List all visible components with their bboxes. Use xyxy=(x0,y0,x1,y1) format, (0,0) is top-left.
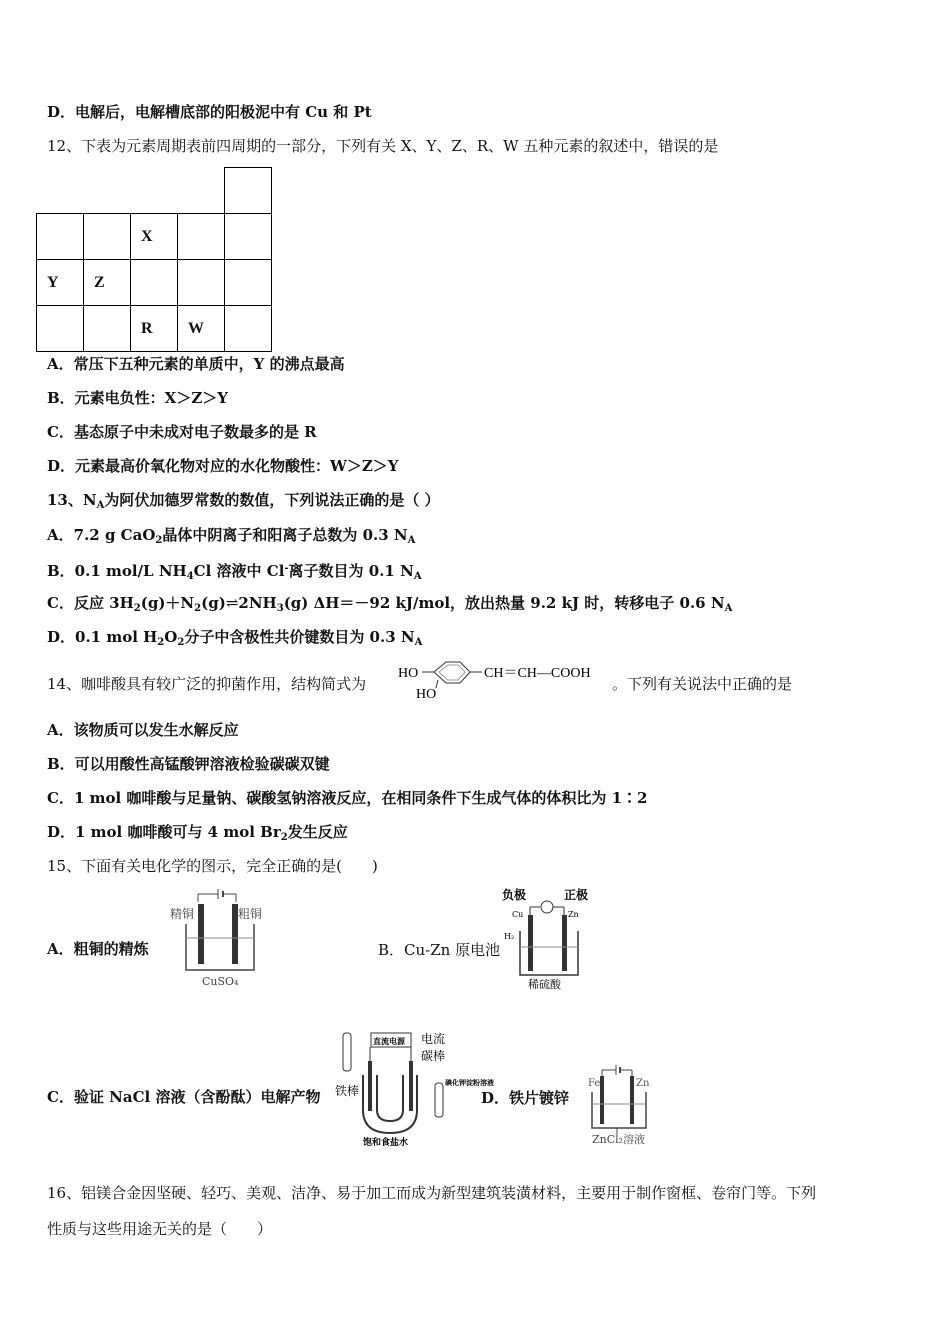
q14-stem-a: 14、咖啡酸具有较广泛的抑菌作用，结构简式为 xyxy=(47,675,367,693)
q13-option-c: C．反应 $3H_2(g)+N_2(g)\rightleftharpoons 2NH_3(g)$ ΔH＝－92 kJ/mol，放出热量 9.2 kJ 时，转移电子 0.6 $N_A$ xyxy=(47,594,733,614)
q14-option-b: B．可以用酸性高锰酸钾溶液检验碳碳双键 xyxy=(47,755,330,773)
dilute-sulfuric-label: 稀硫酸 xyxy=(528,978,561,991)
q12-option-a: A．常压下五种元素的单质中，Y 的沸点最高 xyxy=(47,355,345,373)
equilibrium-arrow: ⇌ xyxy=(225,594,239,612)
carbon-rod-label: 碳棒 xyxy=(421,1049,446,1063)
q12-option-d: D．元素最高价氧化物对应的水化物酸性：W＞Z＞Y xyxy=(47,457,399,475)
cu-label: Cu xyxy=(512,910,524,919)
q15-option-a: A．粗铜的精炼 xyxy=(47,940,149,958)
q15-option-d: D．铁片镀锌 xyxy=(481,1089,570,1107)
cell-z: Z xyxy=(84,260,131,306)
refined-copper-label: 精铜 xyxy=(170,907,195,921)
side-chain-label: CH＝CH—COOH xyxy=(484,666,591,681)
q11-option-d: D．电解后，电解槽底部的阳极泥中有 Cu 和 Pt xyxy=(47,103,372,121)
dc-power-label: 直流电源 xyxy=(373,1036,405,1046)
q13-option-d: D．0.1 mol $H_2O_2$分子中含极性共价键数目为 0.3 $N_A$ xyxy=(47,628,423,648)
periodic-table-fragment xyxy=(36,167,272,352)
figure-cu-zn-cell xyxy=(500,885,600,991)
cell-w: W xyxy=(178,306,225,352)
q16-stem-line1: 16、铝镁合金因坚硬、轻巧、美观、洁净、易于加工而成为新型建筑装潢材料，主要用于制作窗框、卷帘门等。下列 xyxy=(47,1184,817,1202)
crude-copper-label: 粗铜 xyxy=(238,907,263,921)
q14-option-d: D．1 mol 咖啡酸可与 4 mol $Br_2$发生反应 xyxy=(47,823,348,843)
q15-stem: 15、下面有关电化学的图示，完全正确的是( ) xyxy=(47,857,378,875)
zn-plate-label: Zn xyxy=(636,1078,650,1089)
current-label: 电流 xyxy=(421,1032,446,1046)
fe-label: Fe xyxy=(588,1078,601,1089)
figure-copper-refining xyxy=(168,888,276,990)
figure-nacl-electrolysis xyxy=(333,1025,494,1148)
q15-option-b: B．Cu-Zn 原电池 xyxy=(378,941,501,959)
positive-electrode-label: 正极 xyxy=(564,888,589,902)
saturated-brine-label: 饱和食盐水 xyxy=(363,1138,409,1148)
q15-option-c: C．验证 NaCl 溶液（含酚酞）电解产物 xyxy=(47,1088,321,1106)
q14-option-c: C．1 mol 咖啡酸与足量钠、碳酸氢钠溶液反应，在相同条件下生成气体的体积比为 1∶2 xyxy=(47,789,648,807)
cuso4-label: CuSO₄ xyxy=(202,975,239,988)
negative-electrode-label: 负极 xyxy=(502,888,527,902)
ho-label-1: HO xyxy=(398,666,419,681)
q14-stem-b: 。下列有关说法中正确的是 xyxy=(612,675,793,693)
q12-stem: 12、下表为元素周期表前四周期的一部分，下列有关 X、Y、Z、R、W 五种元素的叙述中，错误的是 xyxy=(47,137,719,155)
ho-label-2: HO xyxy=(416,687,437,702)
figure-iron-zinc-plating xyxy=(586,1062,658,1148)
cell-x: X xyxy=(131,214,178,260)
h2-label: H₂ xyxy=(504,932,515,941)
cell-y: Y xyxy=(37,260,84,306)
q12-option-b: B．元素电负性：X＞Z＞Y xyxy=(47,389,228,407)
q13-option-b: B．0.1 mol/L $NH_4Cl$ 溶液中 Cl-离子数目为 0.1 $N_A$ xyxy=(47,562,422,582)
caffeic-acid-structure xyxy=(398,658,614,702)
iron-rod-label: 铁棒 xyxy=(335,1084,360,1098)
q13-option-a: A．7.2 g CaO$_2$晶体中阴离子和阳离子总数为 0.3 $N_A$ xyxy=(47,526,416,546)
cell-r: R xyxy=(131,306,178,352)
q12-option-c: C．基态原子中未成对电子数最多的是 R xyxy=(47,423,317,441)
q16-stem-line2: 性质与这些用途无关的是（ ） xyxy=(47,1220,273,1238)
zncl2-label: ZnCl₂溶液 xyxy=(592,1133,646,1146)
q13-stem: 13、$N_A$为阿伏加德罗常数的数值，下列说法正确的是（ ） xyxy=(47,491,440,511)
zn-label: Zn xyxy=(568,910,579,919)
ki-starch-label: 碘化钾淀粉溶液 xyxy=(445,1078,494,1087)
q14-option-a: A．该物质可以发生水解反应 xyxy=(47,721,239,739)
